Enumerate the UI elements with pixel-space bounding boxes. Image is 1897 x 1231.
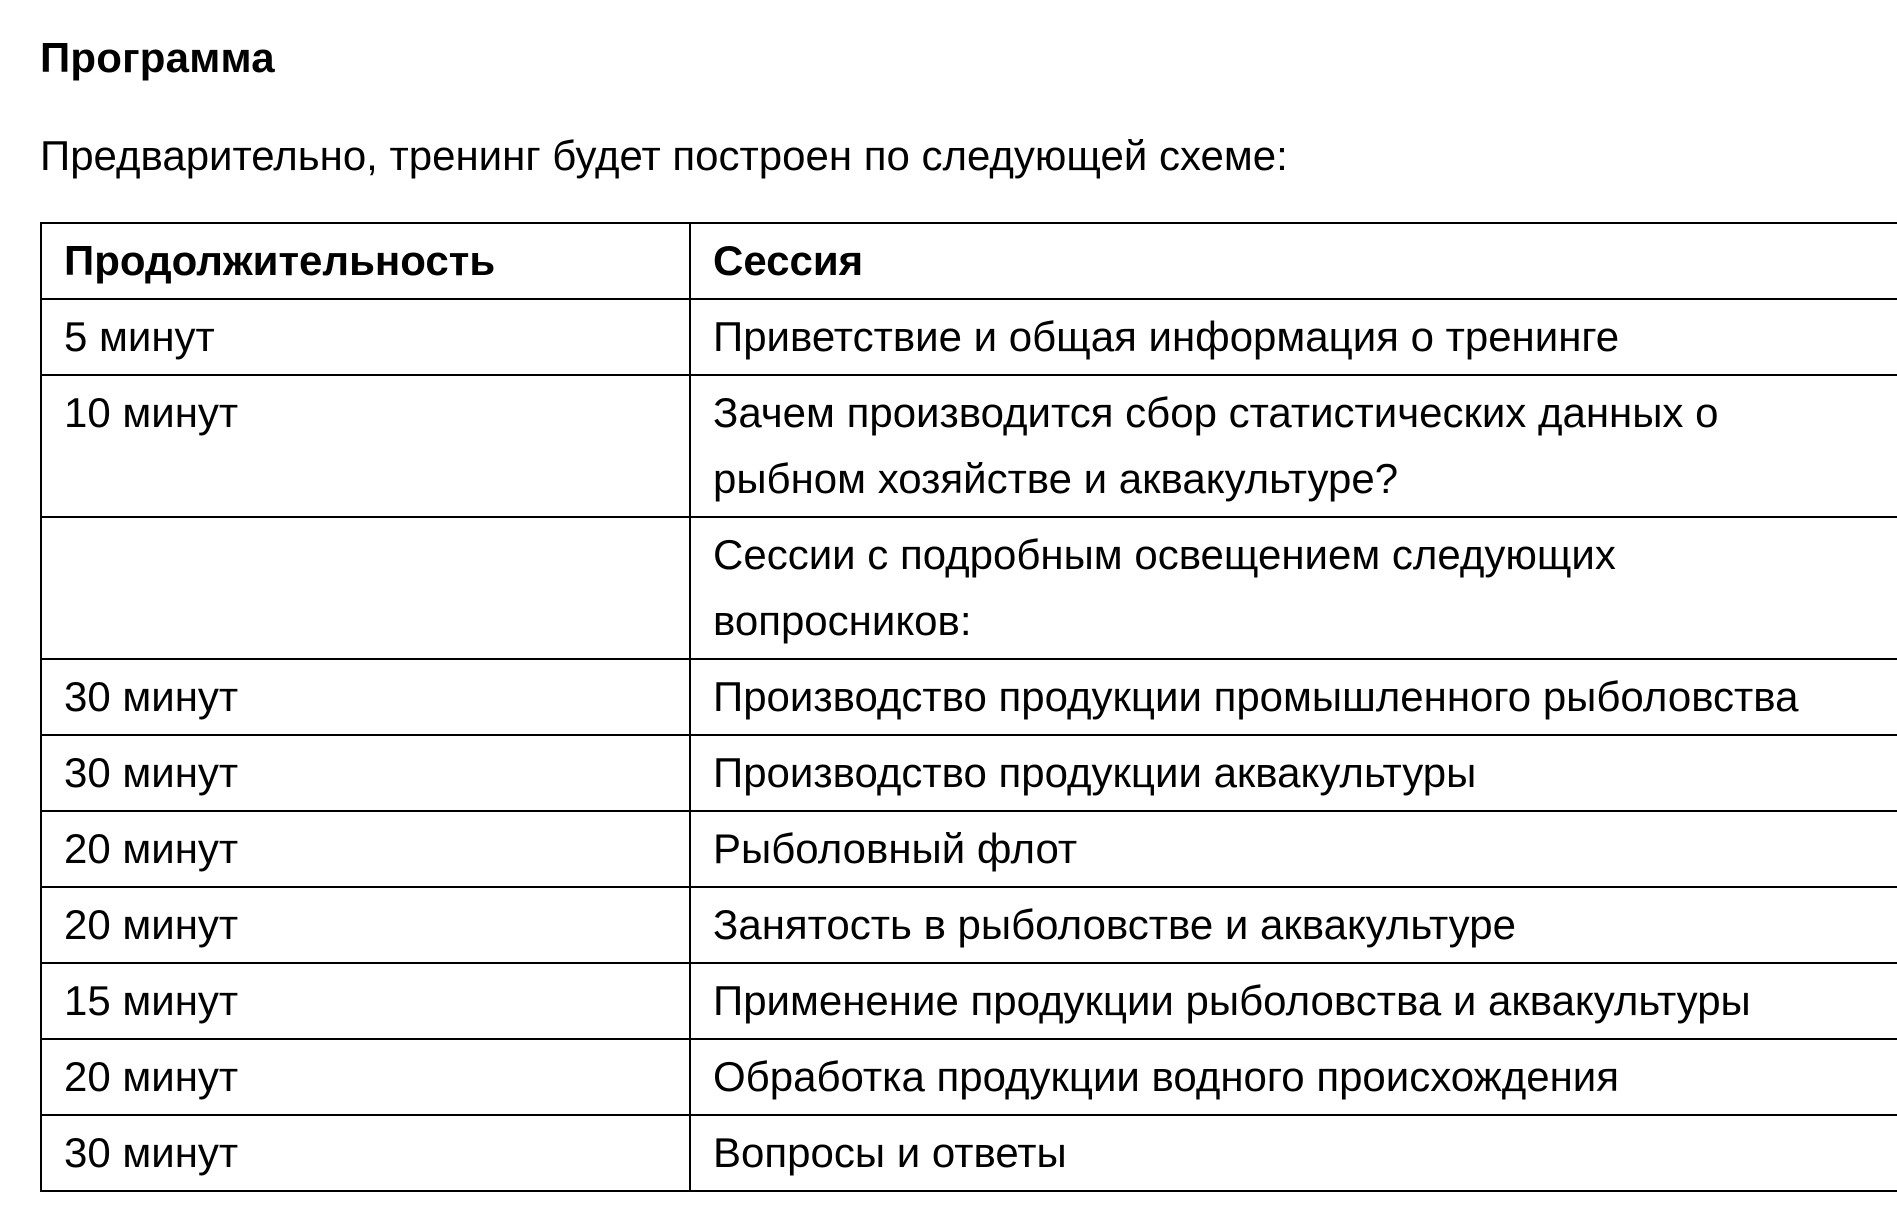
- intro-paragraph: Предварительно, тренинг будет построен по следующей схеме:: [40, 132, 1288, 179]
- duration-cell: [41, 517, 690, 659]
- session-cell: Производство продукции промышленного рыболовства: [690, 659, 1897, 735]
- session-cell: Производство продукции аквакультуры: [690, 735, 1897, 811]
- duration-cell: 20 минут: [41, 887, 690, 963]
- duration-cell: 30 минут: [41, 659, 690, 735]
- table-header-row: [41, 223, 1897, 299]
- table-row: [41, 299, 1897, 375]
- table-row: [41, 811, 1897, 887]
- table-row: [41, 375, 1897, 517]
- header-duration: Продолжительность: [41, 223, 690, 299]
- document-heading: Программа: [40, 34, 275, 81]
- table-row: [41, 659, 1897, 735]
- duration-cell: 10 минут: [41, 375, 690, 517]
- table-row: [41, 887, 1897, 963]
- session-cell: Занятость в рыболовстве и аквакультуре: [690, 887, 1897, 963]
- duration-cell: 30 минут: [41, 735, 690, 811]
- session-cell: Вопросы и ответы: [690, 1115, 1897, 1191]
- table-row: [41, 1039, 1897, 1115]
- session-cell: Применение продукции рыболовства и аквакультуры: [690, 963, 1897, 1039]
- schedule-table: [40, 222, 1897, 1192]
- duration-cell: 30 минут: [41, 1115, 690, 1191]
- session-cell: Приветствие и общая информация о тренинге: [690, 299, 1897, 375]
- table-row: [41, 735, 1897, 811]
- table-row: [41, 963, 1897, 1039]
- duration-cell: 20 минут: [41, 811, 690, 887]
- session-cell: Сессии с подробным освещением следующих вопросников:: [690, 517, 1897, 659]
- duration-cell: 20 минут: [41, 1039, 690, 1115]
- table-row: [41, 517, 1897, 659]
- duration-cell: 15 минут: [41, 963, 690, 1039]
- document-page: [40, 30, 1897, 1176]
- duration-cell: 5 минут: [41, 299, 690, 375]
- header-session: Сессия: [690, 223, 1897, 299]
- session-cell: Обработка продукции водного происхождения: [690, 1039, 1897, 1115]
- session-cell: Зачем производится сбор статистических данных о рыбном хозяйстве и аквакультуре?: [690, 375, 1897, 517]
- table-row: [41, 1115, 1897, 1191]
- session-cell: Рыболовный флот: [690, 811, 1897, 887]
